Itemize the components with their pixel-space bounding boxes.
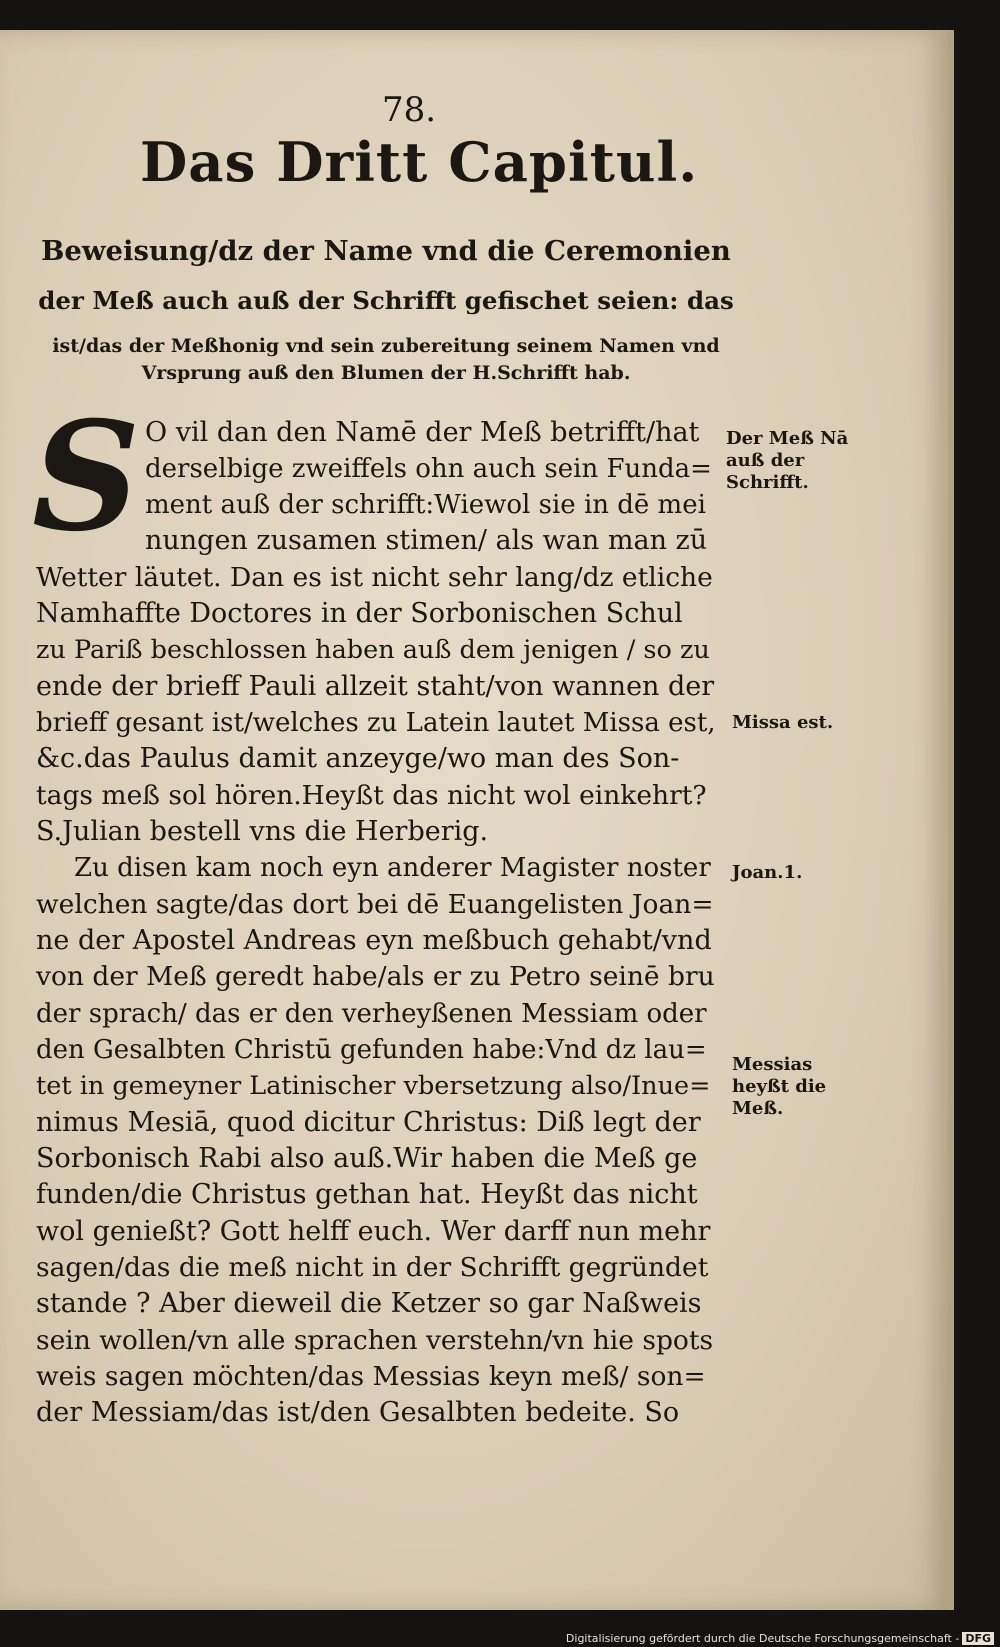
margin-note-line: Messias bbox=[732, 1054, 813, 1075]
body-line: O vil dan den Namē der Meß betrifft/hat bbox=[145, 417, 700, 448]
body-line: der sprach/ das er den verheyßenen Messiam oder bbox=[36, 999, 707, 1029]
margin-note bbox=[732, 1054, 826, 1120]
digitization-footer bbox=[566, 1632, 994, 1645]
body-line: wol genießt? Gott helff euch. Wer darff nun mehr bbox=[36, 1216, 711, 1247]
body-line: nungen zusamen stimen/ als wan man zū bbox=[145, 525, 708, 556]
body-line: ment auß der schrifft:Wiewol sie in dē mei bbox=[145, 490, 706, 520]
body-line: tags meß sol hören.Heyßt das nicht wol einkehrt? bbox=[36, 780, 707, 811]
heading-line-2: der Meß auch auß der Schrifft gefischet seien: das bbox=[38, 286, 734, 315]
body-line: zu Pariß beschlossen haben auß dem jenigen / so zu bbox=[36, 635, 710, 665]
body-line: weis sagen möchten/das Messias keyn meß/ son= bbox=[36, 1361, 706, 1392]
body-line: brieff gesant ist/welches zu Latein lautet Missa est, bbox=[36, 708, 716, 738]
chapter-title: Das Dritt Capitul. bbox=[140, 130, 699, 194]
dfg-logo: DFG bbox=[962, 1632, 994, 1645]
margin-note bbox=[726, 428, 848, 494]
body-line: Namhaffte Doctores in der Sorbonischen Schul bbox=[36, 598, 683, 629]
body-line: der Messiam/das ist/den Gesalbten bedeite. So bbox=[36, 1397, 680, 1428]
margin-note-line: heyßt die bbox=[732, 1076, 827, 1097]
margin-note-line: Der Meß Nā bbox=[726, 428, 849, 449]
margin-note bbox=[732, 712, 833, 734]
body-line: tet in gemeyner Latinischer vbersetzung also/Inue= bbox=[36, 1071, 711, 1101]
heading-line-4: Vrsprung auß den Blumen der H.Schrifft hab. bbox=[141, 362, 631, 384]
heading-line-3: ist/das der Meßhonig vnd sein zubereitung seinem Namen vnd bbox=[52, 335, 720, 357]
body-line: ne der Apostel Andreas eyn meßbuch gehabt/vnd bbox=[36, 925, 712, 956]
body-line: S.Julian bestell vns die Herberig. bbox=[36, 816, 489, 847]
margin-note-line: Missa est. bbox=[732, 712, 834, 733]
body-line: derselbige zweiffels ohn auch sein Funda= bbox=[145, 454, 712, 484]
body-line: &c.das Paulus damit anzeyge/wo man des Son- bbox=[36, 743, 680, 774]
page-number: 78. bbox=[382, 90, 437, 130]
body-line: von der Meß geredt habe/als er zu Petro seinē bru bbox=[36, 961, 715, 992]
margin-note-line: Meß. bbox=[732, 1098, 784, 1119]
body-line: Sorbonisch Rabi also auß.Wir haben die Meß ge bbox=[36, 1143, 698, 1174]
body-line: stande ? Aber dieweil die Ketzer so gar Naßweis bbox=[36, 1288, 702, 1319]
body-line: welchen sagte/das dort bei dē Euangelisten Joan= bbox=[36, 889, 714, 920]
body-line: sein wollen/vn alle sprachen verstehn/vn hie spots bbox=[36, 1325, 714, 1356]
body-line: sagen/das die meß nicht in der Schrifft gegründet bbox=[36, 1252, 709, 1283]
body-line: ende der brieff Pauli allzeit staht/von wannen der bbox=[36, 671, 715, 702]
body-line: den Gesalbten Christū gefunden habe:Vnd dz lau= bbox=[36, 1035, 707, 1065]
decorated-initial: S bbox=[32, 389, 141, 565]
book-page bbox=[0, 30, 954, 1610]
body-line: Wetter läutet. Dan es ist nicht sehr lang/dz etliche bbox=[36, 562, 713, 593]
heading-line-1: Beweisung/dz der Name vnd die Ceremonien bbox=[41, 235, 731, 267]
body-line: nimus Mesiā, quod dicitur Christus: Diß legt der bbox=[36, 1107, 701, 1138]
footer-text: Digitalisierung gefördert durch die Deutsche Forschungsgemeinschaft - bbox=[565, 1632, 960, 1645]
margin-note-line: Joan.1. bbox=[732, 862, 803, 883]
margin-note bbox=[732, 862, 802, 884]
margin-note-line: auß der bbox=[726, 450, 805, 471]
body-line: Zu disen kam noch eyn anderer Magister noster bbox=[74, 853, 711, 883]
body-line: funden/die Christus gethan hat. Heyßt das nicht bbox=[36, 1179, 698, 1210]
margin-note-line: Schrifft. bbox=[726, 472, 809, 493]
